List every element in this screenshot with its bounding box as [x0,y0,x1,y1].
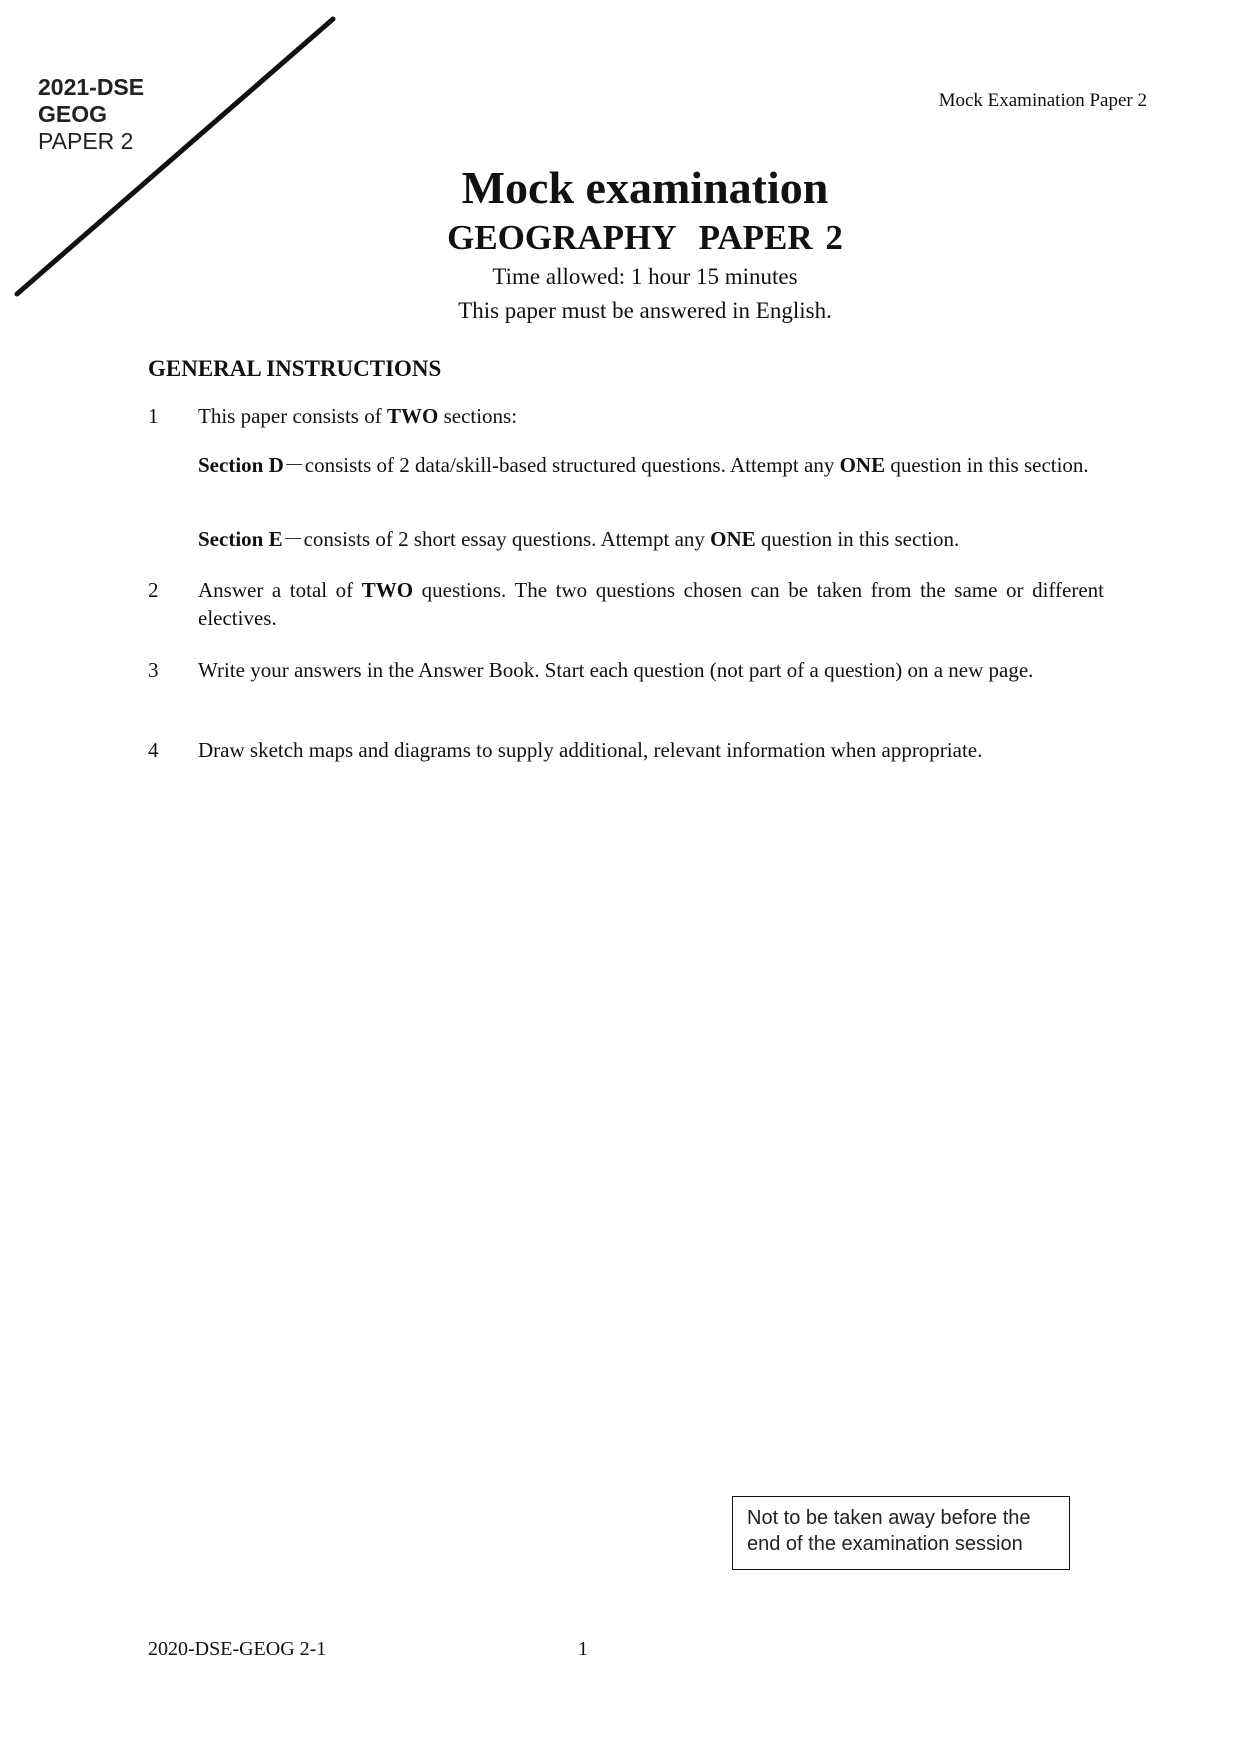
section-d-description [198,452,1104,478]
text-run: sections: [438,404,518,428]
emphasis: TWO [361,578,414,602]
instruction-number: 1 [148,404,159,428]
header-paper-name: Mock Examination Paper 2 [938,90,1147,111]
emphasis: ONE [839,453,886,477]
text-run: consists of 2 data/skill-based structured questions. Attempt any [304,453,840,477]
instruction-number: 3 [148,658,159,682]
corner-label-paper: PAPER 2 [38,128,134,154]
text-run: This paper consists of [198,404,387,428]
footer-paper-code: 2020-DSE-GEOG 2-1 [148,1638,327,1660]
instruction-text [198,402,1104,430]
instruction-text: Write your answers in the Answer Book. Start each question (not part of a question) on a new page. [198,658,1034,682]
text-run: questions. The two questions chosen can be taken from the same or different electives. [198,578,1104,630]
corner-label-year: 2021-DSE [38,74,145,100]
subtitle-paper: PAPER 2 [698,218,843,257]
section-dash: － [282,527,304,551]
notice-box [732,1496,1070,1570]
instruction-number: 2 [148,578,159,602]
text-run: question in this section. [755,527,960,551]
footer-page-number: 1 [578,1638,588,1660]
corner-label-subject: GEOG [38,101,108,127]
text-run: Answer a total of [198,578,362,602]
corner-paper-label [38,74,144,155]
instructions-heading: GENERAL INSTRUCTIONS [148,356,442,381]
subtitle-subject: GEOGRAPHY [447,218,677,257]
page-title: Mock examination [461,162,829,213]
emphasis: ONE [710,527,756,551]
section-dash: － [283,453,305,477]
section-e-description [198,526,1104,552]
emphasis: TWO [386,404,439,428]
page-subtitle [0,216,1240,260]
time-allowed: Time allowed: 1 hour 15 minutes [492,264,798,289]
section-label: Section E [198,527,283,551]
instruction-text [198,576,1104,632]
instruction-text: Draw sketch maps and diagrams to supply additional, relevant information when appropriate. [198,738,983,762]
notice-line-2: end of the examination session [747,1533,1023,1555]
notice-line-1: Not to be taken away before the [747,1507,1031,1529]
language-note: This paper must be answered in English. [458,298,832,323]
text-run: question in this section. [885,453,1089,477]
section-label: Section D [198,453,284,477]
instruction-number: 4 [148,738,159,762]
text-run: consists of 2 short essay questions. Attempt any [303,527,711,551]
title-block [0,160,1240,328]
